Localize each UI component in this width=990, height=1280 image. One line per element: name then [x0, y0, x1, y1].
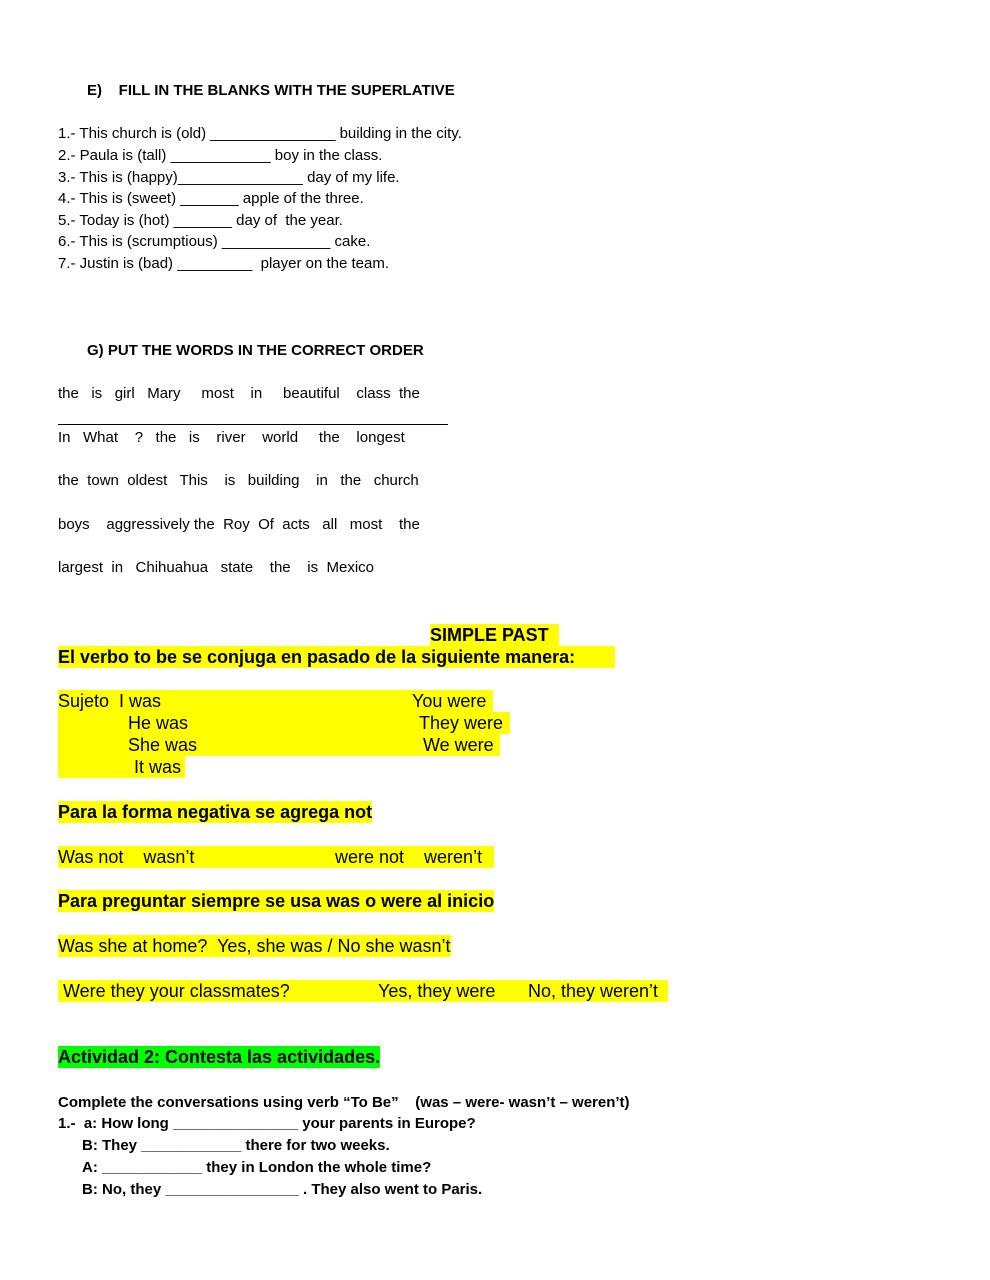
conversation-line: B: They ____________ there for two weeks.: [82, 1137, 390, 1154]
list-item: the town oldest This is building in the church: [58, 472, 419, 489]
example-2-question: Were they your classmates?: [58, 981, 290, 1001]
conversation-line: A: ____________ they in London the whole time?: [82, 1159, 432, 1176]
conversation-line: 1.- a: How long _______________ your parents in Europe?: [58, 1115, 476, 1132]
list-item: In What ? the is river world the longest: [58, 429, 405, 446]
list-item: 2.- Paula is (tall) ____________ boy in the class.: [58, 147, 383, 164]
answer-line: [58, 424, 448, 425]
conjugation-right: They were: [419, 713, 504, 733]
conjugation-left: He was: [128, 713, 189, 733]
section-e-title: E) FILL IN THE BLANKS WITH THE SUPERLATIVE: [87, 82, 455, 99]
conjugation-left: She was: [128, 735, 198, 755]
conjugation-right: You were: [412, 691, 487, 711]
conversation-line: B: No, they ________________ . They also went to Paris.: [82, 1181, 483, 1198]
list-item: 3.- This is (happy)_______________ day of my life.: [58, 169, 400, 186]
example-2-yes: Yes, they were: [378, 981, 496, 1001]
list-item: boys aggressively the Roy Of acts all most the: [58, 516, 420, 533]
example-2-no: No, they weren’t: [528, 981, 659, 1001]
question-title: Para preguntar siempre se usa was o were al inicio: [58, 891, 495, 911]
list-item: 1.- This church is (old) _______________ building in the city.: [58, 125, 462, 142]
simple-past-intro: El verbo to be se conjuga en pasado de la siguiente manera:: [58, 646, 615, 668]
negative-left: Was not wasn’t: [58, 847, 195, 867]
list-item: 6.- This is (scrumptious) _____________ cake.: [58, 233, 371, 250]
activity-title: Actividad 2: Contesta las actividades.: [58, 1047, 381, 1067]
conjugation-left: Sujeto I was: [58, 691, 162, 711]
conjugation-right: We were: [423, 735, 494, 755]
list-item: 7.- Justin is (bad) _________ player on the team.: [58, 255, 390, 272]
list-item: 4.- This is (sweet) _______ apple of the three.: [58, 190, 364, 207]
list-item: the is girl Mary most in beautiful class the: [58, 385, 420, 402]
negative-title: Para la forma negativa se agrega not: [58, 802, 373, 822]
list-item: 5.- Today is (hot) _______ day of the year.: [58, 212, 343, 229]
activity-instructions: Complete the conversations using verb “To Be” (was – were- wasn’t – weren’t): [58, 1094, 630, 1111]
example-1: Was she at home? Yes, she was / No she wasn’t: [58, 936, 451, 956]
negative-right: were not weren’t: [335, 847, 483, 867]
list-item: largest in Chihuahua state the is Mexico: [58, 559, 374, 576]
simple-past-title: SIMPLE PAST: [430, 624, 559, 646]
section-g-title: G) PUT THE WORDS IN THE CORRECT ORDER: [87, 342, 424, 359]
conjugation-left: It was: [134, 757, 182, 777]
